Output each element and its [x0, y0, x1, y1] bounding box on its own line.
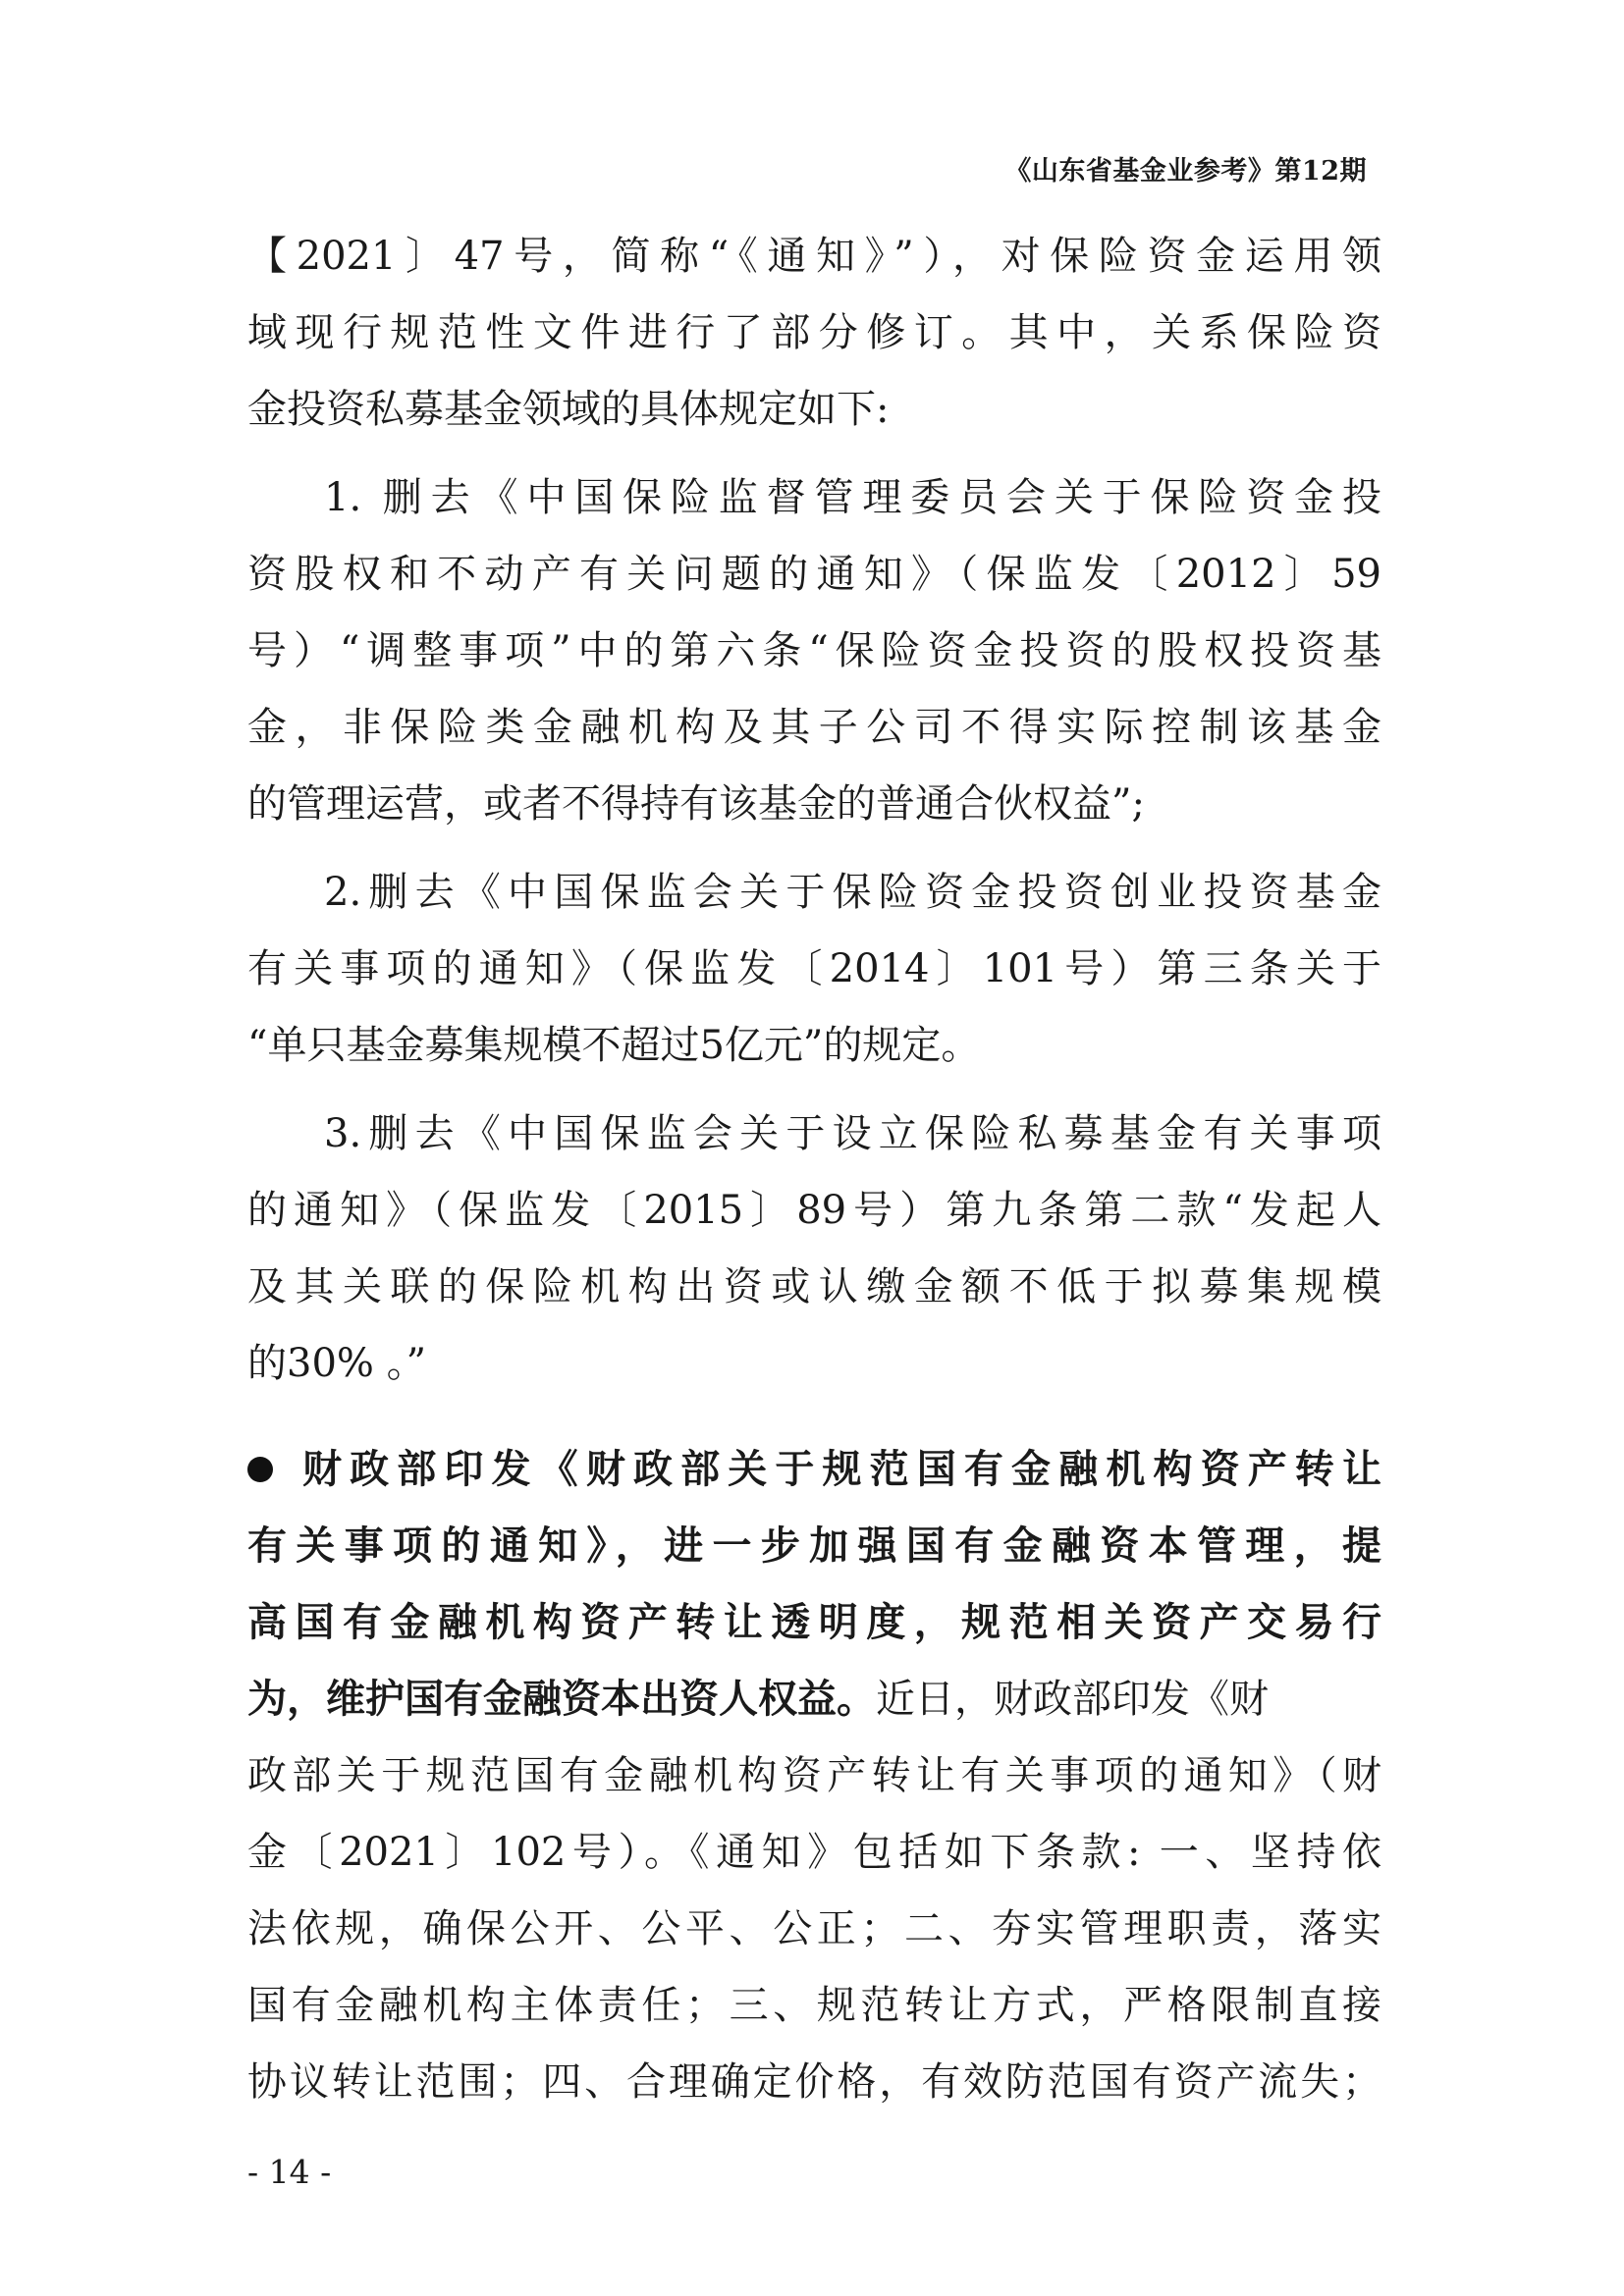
body-line: 金投资私募基金领域的具体规定如下:: [247, 387, 890, 432]
body-line: 近日，财政部印发《财: [876, 1677, 1269, 1722]
page-number: - 14 -: [247, 2153, 332, 2191]
body-line: 域现行规范性文件进行了部分修订。其中，关系保险资: [247, 310, 1381, 355]
body-line: 及其关联的保险机构出资或认缴金额不低于拟募集规模: [247, 1264, 1381, 1309]
journal-header: 《山东省基金业参考》第12期: [1004, 156, 1367, 187]
body-line: 号）“调整事项”中的第六条“保险资金投资的股权投资基: [247, 628, 1381, 673]
body-line: 政部关于规范国有金融机构资产转让有关事项的通知》（财: [247, 1753, 1381, 1798]
mixed-line: [247, 1661, 1381, 1737]
body-line: 协议转让范围；四、合理确定价格，有效防范国有资产流失；: [247, 2059, 1381, 2105]
document-body: [247, 218, 1381, 2120]
body-line: 资股权和不动产有关问题的通知》（保监发〔2012〕59: [247, 552, 1381, 597]
headline-line: 有关事项的通知》，进一步加强国有金融资本管理，提: [247, 1523, 1381, 1569]
body-line: 金〔2021〕102号）。《通知》包括如下条款: 一、坚持依: [247, 1830, 1381, 1875]
body-line: 法依规，确保公开、公平、公正；二、夯实管理职责，落实: [247, 1906, 1381, 1951]
body-line: 的管理运营，或者不得持有该基金的普通合伙权益”;: [247, 781, 1145, 827]
list-item-2: 2.删去《中国保监会关于保险资金投资创业投资基金: [324, 870, 1381, 915]
body-line: 金，非保险类金融机构及其子公司不得实际控制该基金: [247, 705, 1381, 750]
body-line: 的30% 。”: [247, 1341, 427, 1386]
body-line: 有关事项的通知》（保监发〔2014〕101号）第三条关于: [247, 946, 1381, 991]
body-line: 【2021〕47号，简称“《通知》”），对保险资金运用领: [247, 234, 1381, 279]
bullet-headline: [247, 1431, 1381, 1508]
body-line: 的通知》（保监发〔2015〕89号）第九条第二款“发起人: [247, 1188, 1381, 1233]
list-item-1: 1. 删去《中国保险监督管理委员会关于保险资金投: [324, 475, 1381, 520]
headline-line: 高国有金融机构资产转让透明度，规范相关资产交易行: [247, 1600, 1381, 1645]
list-item-3: 3.删去《中国保监会关于设立保险私募基金有关事项: [324, 1111, 1381, 1156]
headline-line: 为，维护国有金融资本出资人权益。: [247, 1677, 876, 1722]
body-line: 国有金融机构主体责任；三、规范转让方式，严格限制直接: [247, 1983, 1381, 2028]
bullet-dot-icon: [247, 1457, 273, 1482]
headline-line: 财政部印发《财政部关于规范国有金融机构资产转让: [302, 1447, 1381, 1492]
body-line: “单只基金募集规模不超过5亿元”的规定。: [247, 1023, 981, 1068]
